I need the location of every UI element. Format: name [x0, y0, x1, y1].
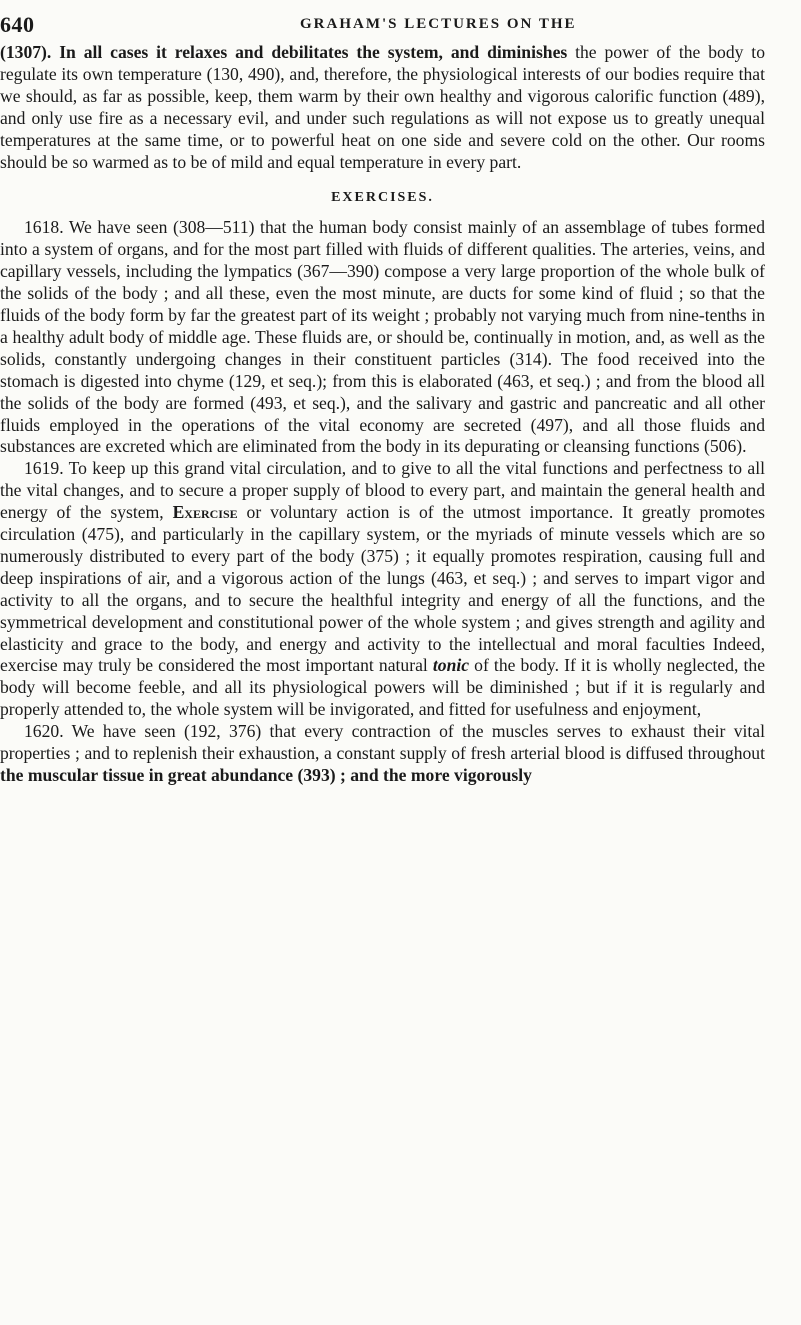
paragraph-text-bold: the muscular tissue in great abundance (393) ; and the more vigorously	[0, 765, 532, 785]
running-head: GRAHAM'S LECTURES ON THE	[300, 16, 577, 32]
paragraph-text: or voluntary action is of the utmost importance. It greatly promotes circulation (475), and particularly in the capillary system, or the myriads of minute vessels which are so numerously distributed to every part of the body (375) ; it equally promotes respiration, causing full and deep inspirations of air, and a vigorous action of the lungs (463, et seq.) ; and serves to impart vigor and activity to all the organs, and to secure the healthful integrity and energy of all the functions, and the symmetrical development and constitutional power of the whole system ; and gives strength and agility and elasticity and grace to the body, and energy and activity to the intellectual and moral faculties Indeed, exercise may truly be considered the most important natural	[0, 502, 765, 676]
paragraph-text: We have seen (308—511) that the human body consist mainly of an assemblage of tubes formed into a system of organs, and for the most part filled with fluids of different qualities. The arteries, veins, and capillary vessels, including the lympatics (367—390) compose a very large proportion of the whole bulk of the solids of the body ; and all these, even the most minute, are ducts for some kind of fluid ; so that the fluids of the body form by far the greatest part of its weight ; probably not varying much from nine-tenths in a healthy adult body of middle age. These fluids are, or should be, continually in motion, and, as well as the solids, constantly undergoing changes in their constituent particles (314). The food received into the stomach is digested into chyme (129, et seq.); from this is elaborated (463, et seq.) ; and from the blood all the solids of the body are formed (493, et seq.), and the salivary and gastric and pancreatic and all other fluids employed in the operations of the vital economy are secreted (497), and all those fluids and substances are excreted which are eliminated from the body in its depurating or cleansing functions (506).	[0, 217, 765, 457]
paragraph-1620	[0, 721, 765, 787]
page-number: 640	[0, 12, 35, 37]
paragraph-number: (1307).	[0, 42, 52, 62]
paragraph-text: We have seen (192, 376) that every contraction of the muscles serves to exhaust their vital properties ; and to replenish their exhaustion, a constant supply of fresh arterial blood is diffused throughout	[0, 721, 765, 764]
page-body	[0, 42, 765, 787]
paragraph-text: of the body. If it is wholly neglected, the body will become feeble, and all its physiological powers will be diminished ; but if it is regularly and properly attended to, the whole system will be invigorated, and fitted for usefulness and enjoyment,	[0, 655, 766, 720]
paragraph-text: the power of the body to regulate its own temperature (130, 490), and, therefore, the physiological interests of our bodies require that we should, as far as possible, keep, them warm by their own healthy and vigorous calorific function (489), and only use fire as a necessary evil, and under such regulations as will not expose us to greatly unequal temperatures at the same time, or to powerful heat on one side and severe cold on the other. Our rooms should be so warmed as to be of mild and equal temperature in every part.	[0, 42, 765, 172]
page-header	[0, 12, 771, 42]
paragraph-number: 1618.	[24, 217, 64, 238]
paragraph-text: To keep up this grand vital circulation, and to give to all the vital functions and perfectness to all the vital changes, and to secure a proper supply of blood to every part, and maintain the general health and energy of the system,	[0, 458, 765, 523]
tonic-term: tonic	[432, 655, 470, 676]
paragraph-lead: In all cases it relaxes and debilitates the system, and diminishes	[51, 42, 568, 62]
paragraph-1618	[0, 217, 765, 458]
paragraph-number: 1620.	[24, 721, 64, 742]
paragraph-number: 1619.	[24, 458, 64, 479]
section-heading: EXERCISES.	[331, 190, 434, 206]
paragraph-1307	[0, 42, 765, 173]
paragraph-1619	[0, 458, 765, 721]
exercise-term: Exercise	[172, 502, 238, 523]
